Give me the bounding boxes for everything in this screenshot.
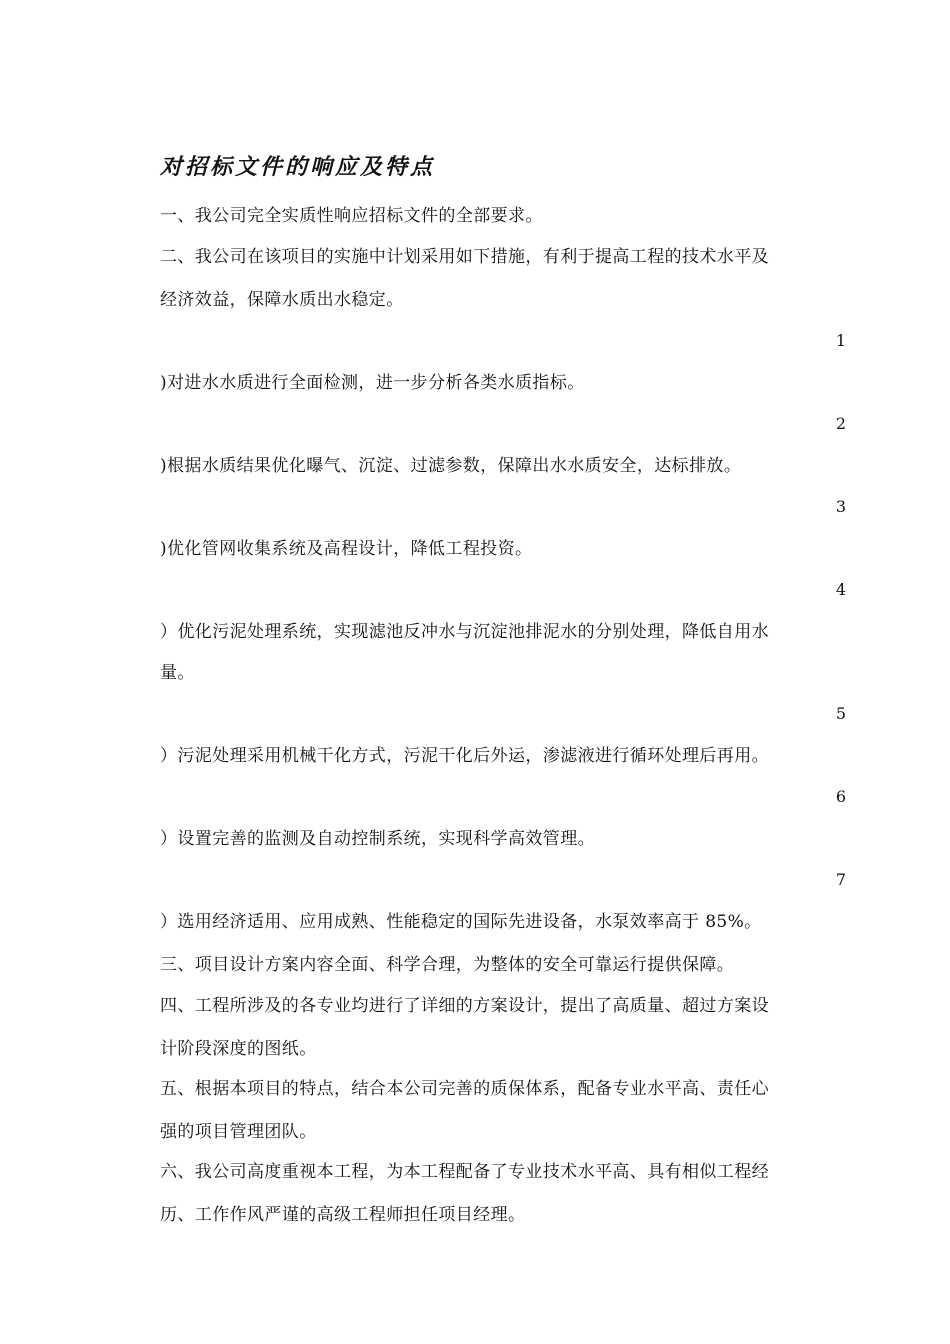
- item-text-4: ）优化污泥处理系统，实现滤池反冲水与沉淀池排泥水的分别处理，降低自用水: [160, 622, 769, 642]
- item-text-6: ）设置完善的监测及自动控制系统，实现科学高效管理。: [160, 829, 595, 849]
- item-number-4: 4: [835, 580, 846, 599]
- paragraph-6-line-1: 六、我公司高度重视本工程，为本工程配备了专业技术水平高、具有相似工程经: [160, 1162, 769, 1182]
- item-text-1: )对进水水质进行全面检测，进一步分析各类水质指标。: [160, 373, 585, 393]
- paragraph-5-line-2: 强的项目管理团队。: [160, 1122, 317, 1142]
- item-number-6: 6: [835, 787, 846, 806]
- item-text-7: ）选用经济适用、应用成熟、性能稳定的国际先进设备，水泵效率高于 85%。: [160, 912, 762, 932]
- item-number-1: 1: [835, 331, 846, 350]
- paragraph-1: 一、我公司完全实质性响应招标文件的全部要求。: [160, 206, 543, 226]
- item-text-3: )优化管网收集系统及高程设计，降低工程投资。: [160, 539, 533, 559]
- paragraph-4-line-2: 计阶段深度的图纸。: [160, 1039, 317, 1059]
- item-text-5: ）污泥处理采用机械干化方式，污泥干化后外运，渗滤液进行循环处理后再用。: [160, 746, 769, 766]
- paragraph-5-line-1: 五、根据本项目的特点，结合本公司完善的质保体系，配备专业水平高、责任心: [160, 1079, 769, 1099]
- paragraph-3: 三、项目设计方案内容全面、科学合理，为整体的安全可靠运行提供保障。: [160, 955, 735, 975]
- item-text-4-continued: 量。: [160, 663, 195, 683]
- item-number-7: 7: [835, 870, 846, 889]
- item-text-2: )根据水质结果优化曝气、沉淀、过滤参数，保障出水水质安全，达标排放。: [160, 456, 742, 476]
- item-number-5: 5: [835, 704, 846, 723]
- paragraph-2-line-2: 经济效益，保障水质出水稳定。: [160, 290, 404, 310]
- paragraph-4-line-1: 四、工程所涉及的各专业均进行了详细的方案设计，提出了高质量、超过方案设: [160, 996, 769, 1016]
- document-title: 对招标文件的响应及特点: [160, 154, 436, 180]
- item-number-2: 2: [835, 414, 846, 433]
- item-number-3: 3: [835, 497, 846, 516]
- paragraph-6-line-2: 历、工作作风严谨的高级工程师担任项目经理。: [160, 1205, 526, 1225]
- paragraph-2-line-1: 二、我公司在该项目的实施中计划采用如下措施，有利于提高工程的技术水平及: [160, 247, 769, 267]
